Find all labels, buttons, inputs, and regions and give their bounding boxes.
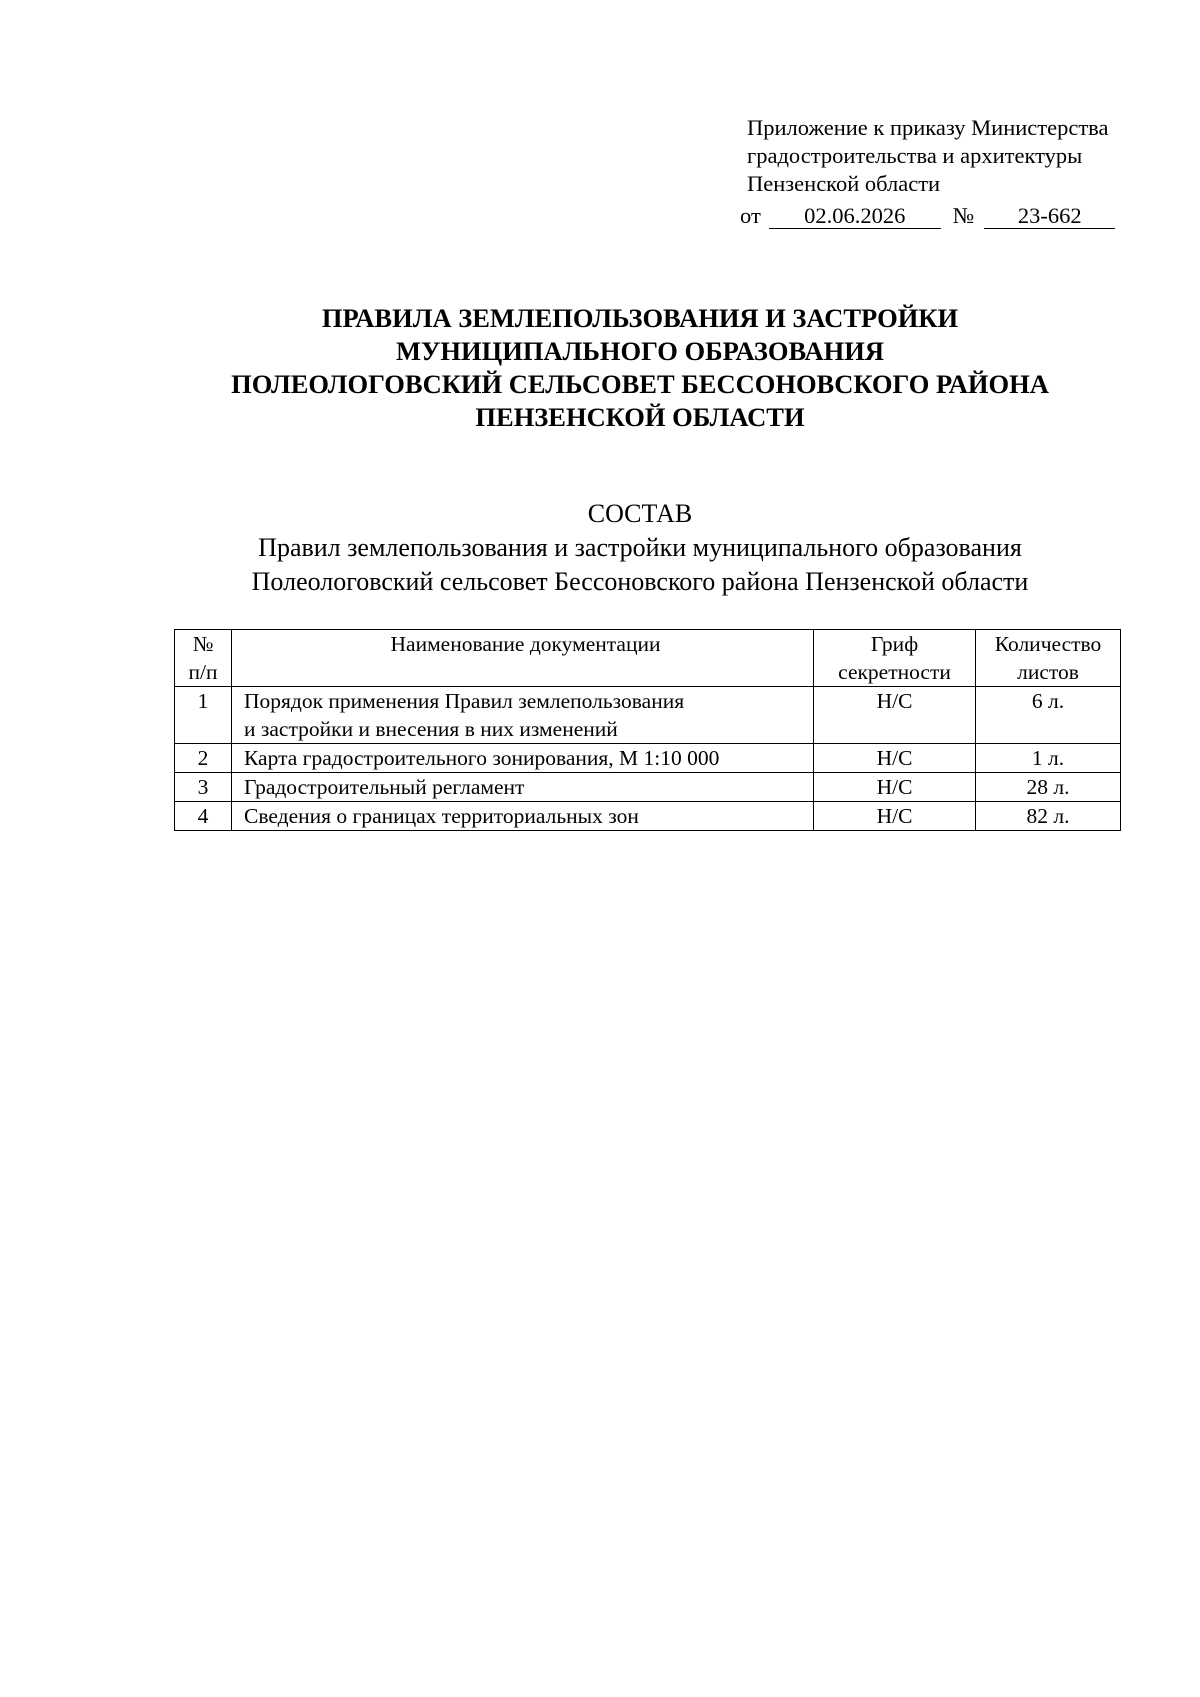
order-number: 23-662 [984,204,1115,229]
header-grif: Гриф секретности [814,630,976,687]
cell-num: 2 [175,744,232,773]
cell-name: Порядок применения Правил землепользования и застройки и внесения в них изменений [232,687,814,744]
title-line: ПЕНЗЕНСКОЙ ОБЛАСТИ [475,402,805,432]
from-label: от [740,203,761,228]
composition-subtitle-line: Правил землепользования и застройки муниципального образования [258,533,1022,562]
cell-count: 28 л. [976,773,1121,802]
cell-name: Градостроительный регламент [232,773,814,802]
header-count: Количество листов [976,630,1121,687]
order-date: 02.06.2026 [769,204,941,229]
header-name: Наименование документации [232,630,814,687]
cell-name: Сведения о границах территориальных зон [232,802,814,831]
table-header-row [175,630,1121,687]
header-num: № п/п [175,630,232,687]
composition-title: СОСТАВ [587,499,693,528]
cell-count: 82 л. [976,802,1121,831]
document-title [0,302,1200,434]
cell-name: Карта градостроительного зонирования, М 1:10 000 [232,744,814,773]
order-reference [740,202,1115,230]
cell-count: 1 л. [976,744,1121,773]
composition-subtitle-line: Полеологовский сельсовет Бессоновского района Пензенской области [251,567,1029,596]
cell-grif: Н/С [814,773,976,802]
cell-count: 6 л. [976,687,1121,744]
cell-grif: Н/С [814,687,976,744]
title-line: ПРАВИЛА ЗЕМЛЕПОЛЬЗОВАНИЯ И ЗАСТРОЙКИ [321,303,959,333]
title-line: МУНИЦИПАЛЬНОГО ОБРАЗОВАНИЯ [395,336,885,366]
cell-num: 3 [175,773,232,802]
title-line: ПОЛЕОЛОГОВСКИЙ СЕЛЬСОВЕТ БЕССОНОВСКОГО РАЙОНА [231,369,1049,399]
table-row [175,744,1121,773]
number-sign: № [952,203,975,228]
composition-heading [0,497,1200,599]
cell-num: 1 [175,687,232,744]
cell-grif: Н/С [814,744,976,773]
table-row [175,773,1121,802]
appendix-note [747,114,1108,198]
documents-table [174,629,1121,831]
table-row [175,802,1121,831]
cell-grif: Н/С [814,802,976,831]
cell-num: 4 [175,802,232,831]
appendix-line: Пензенской области [747,171,941,196]
appendix-line: градостроительства и архитектуры [747,143,1083,168]
table-row [175,687,1121,744]
appendix-line: Приложение к приказу Министерства [747,115,1109,140]
